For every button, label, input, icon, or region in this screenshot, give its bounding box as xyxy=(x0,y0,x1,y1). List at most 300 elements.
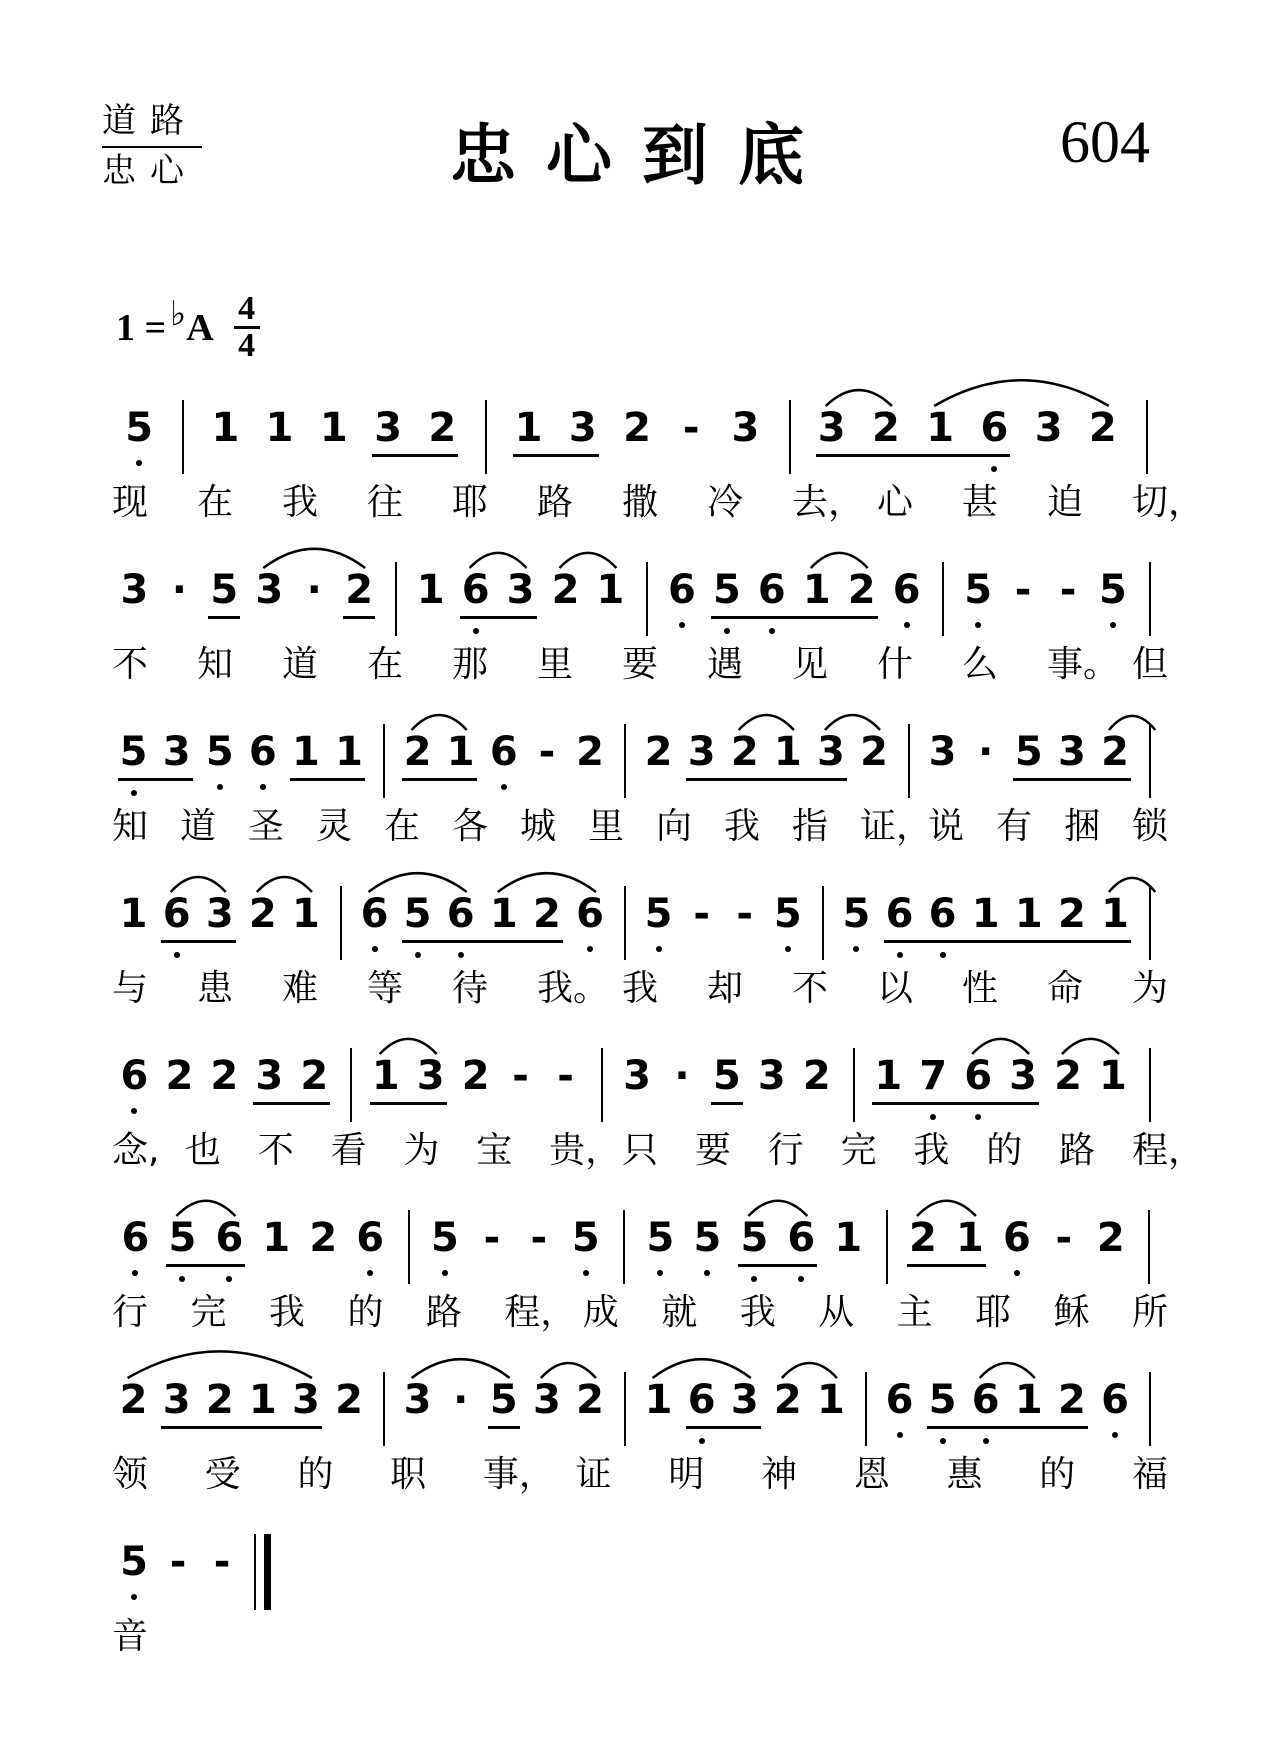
lyric-syllable: 在 xyxy=(367,644,404,685)
lyric-syllable: 稣 xyxy=(1053,1292,1090,1333)
note-3-2: 3 xyxy=(205,891,234,937)
note-2-23: 3 xyxy=(1057,729,1086,775)
note-0-11: - xyxy=(682,405,700,451)
beam-underline xyxy=(253,1102,330,1105)
lyric-syllable: 现 xyxy=(112,482,149,523)
octave-dot xyxy=(657,1270,663,1276)
slur-arc xyxy=(257,877,312,892)
lyric-syllable: 主 xyxy=(896,1292,933,1333)
lyric-syllable: 里 xyxy=(588,806,625,847)
note-4-8: 2 xyxy=(461,1053,490,1099)
note-4-15: 3 xyxy=(757,1053,786,1099)
lyric-syllable: 我 xyxy=(622,968,659,1009)
lyric-syllable: 证， xyxy=(860,806,933,847)
lyric-syllable: 指 xyxy=(792,806,829,847)
lyric-syllable: 神 xyxy=(761,1454,798,1495)
beam-underline xyxy=(372,454,458,457)
note-2-10: - xyxy=(538,729,556,775)
octave-dot xyxy=(983,1438,989,1444)
note-1-8: 6 xyxy=(458,568,494,612)
lyric-syllable: 却 xyxy=(707,968,744,1009)
beam-underline xyxy=(402,940,563,943)
note-6-22: 1 xyxy=(1014,1377,1043,1423)
slur-arc xyxy=(369,873,467,892)
slur-arc xyxy=(917,1201,976,1216)
lyric-syllable: 念, xyxy=(112,1130,160,1171)
note-6-8: · xyxy=(453,1377,469,1423)
note-1-3: 3 xyxy=(255,567,284,613)
lyric-syllable: 不 xyxy=(792,968,829,1009)
note-5-4: 2 xyxy=(309,1215,338,1261)
slur-layer xyxy=(112,1008,1172,1068)
beam-underline xyxy=(738,1264,817,1267)
note-6-13: 1 xyxy=(644,1377,673,1423)
note-3-21: 1 xyxy=(971,891,1000,937)
note-5-10: 5 xyxy=(568,1216,604,1260)
lyric-syllable: 我 xyxy=(913,1130,950,1171)
lyric-syllable: 福 xyxy=(1132,1454,1169,1495)
note-1-17: 2 xyxy=(847,567,876,613)
beam-underline xyxy=(1013,778,1131,781)
lyric-syllable: 受 xyxy=(204,1454,241,1495)
note-6-0: 2 xyxy=(119,1377,148,1423)
octave-dot xyxy=(473,628,479,634)
lyric-syllable: 恩 xyxy=(853,1454,890,1495)
note-6-21: 6 xyxy=(968,1378,1004,1422)
note-0-16: 1 xyxy=(926,405,955,451)
slur-arc xyxy=(498,873,596,892)
note-6-2: 2 xyxy=(205,1377,234,1423)
octave-dot xyxy=(415,952,421,958)
note-0-14: 3 xyxy=(817,405,846,451)
note-2-21: · xyxy=(978,729,994,775)
note-1-4: · xyxy=(306,567,322,613)
lyric-syllable: 迫 xyxy=(1047,482,1084,523)
staff-line xyxy=(112,886,1172,962)
note-2-17: 3 xyxy=(817,729,845,775)
note-6-17: 1 xyxy=(817,1377,845,1423)
beam-underline xyxy=(884,940,1131,943)
octave-dot xyxy=(1112,1432,1118,1438)
slur-arc xyxy=(980,1363,1035,1378)
octave-dot xyxy=(975,622,981,628)
time-numerator: 4 xyxy=(238,290,256,327)
lyric-syllable: 我 xyxy=(739,1292,776,1333)
note-4-2: 2 xyxy=(210,1053,239,1099)
staff-line xyxy=(112,1210,1172,1286)
note-3-13: 5 xyxy=(641,892,677,936)
note-4-18: 1 xyxy=(874,1053,903,1099)
beam-underline xyxy=(816,454,1011,457)
slur-arc xyxy=(412,1359,510,1378)
note-5-20: 6 xyxy=(999,1216,1035,1260)
octave-dot xyxy=(769,628,775,634)
key-prefix: 1 = xyxy=(116,306,167,349)
lyric-syllable: 但 xyxy=(1132,644,1169,685)
note-4-0: 6 xyxy=(116,1054,152,1098)
slur-layer xyxy=(112,360,1172,420)
key-signature xyxy=(116,292,260,363)
slur-layer xyxy=(112,1494,1172,1554)
notation-system xyxy=(112,1534,1172,1684)
lyric-syllable: 去， xyxy=(792,482,865,523)
lyric-syllable: 领 xyxy=(112,1454,149,1495)
note-2-18: 2 xyxy=(860,729,888,775)
lyric-syllable: 要 xyxy=(622,644,659,685)
hymn-title: 忠心到底 xyxy=(450,117,834,194)
lyric-syllable: 程， xyxy=(504,1292,577,1333)
octave-dot xyxy=(897,1432,903,1438)
note-4-13: · xyxy=(674,1053,690,1099)
slur-arc xyxy=(934,380,1109,406)
note-6-3: 1 xyxy=(248,1377,277,1423)
note-6-7: 3 xyxy=(403,1377,432,1423)
lyric-syllable: 捆 xyxy=(1064,806,1101,847)
octave-dot xyxy=(699,1438,705,1444)
octave-dot xyxy=(131,1108,137,1114)
octave-dot xyxy=(940,952,946,958)
note-2-1: 3 xyxy=(162,729,191,775)
lyric-syllable: 待 xyxy=(452,968,489,1009)
lyric-syllable: 的 xyxy=(297,1454,334,1495)
category-label xyxy=(102,98,202,194)
slur-layer xyxy=(112,522,1172,582)
note-2-3: 6 xyxy=(245,730,281,774)
octave-dot xyxy=(226,1276,232,1282)
note-2-2: 5 xyxy=(202,730,238,774)
lyric-syllable: 遇 xyxy=(707,644,744,685)
lyric-syllable: 也 xyxy=(184,1130,221,1171)
note-4-4: 2 xyxy=(300,1053,329,1099)
beam-underline xyxy=(686,1426,761,1429)
octave-dot xyxy=(587,946,593,952)
lyric-syllable: 耶 xyxy=(452,482,489,523)
note-2-7: 2 xyxy=(403,729,432,775)
note-5-19: 1 xyxy=(956,1215,984,1261)
beam-underline xyxy=(927,1426,1088,1429)
note-5-5: 6 xyxy=(352,1216,388,1260)
note-3-16: 5 xyxy=(770,892,806,936)
octave-dot xyxy=(798,1276,804,1282)
lyric-syllable: 在 xyxy=(197,482,234,523)
note-5-2: 6 xyxy=(211,1216,247,1260)
time-denominator: 4 xyxy=(238,327,256,364)
note-4-6: 1 xyxy=(371,1053,400,1099)
slur-arc xyxy=(972,1039,1029,1054)
note-3-8: 6 xyxy=(443,892,479,936)
note-3-1: 6 xyxy=(159,892,195,936)
note-1-5: 2 xyxy=(345,567,374,613)
octave-dot xyxy=(131,790,137,796)
slur-layer xyxy=(112,846,1172,906)
beam-underline xyxy=(166,1264,245,1267)
note-4-19: 7 xyxy=(915,1054,951,1098)
lyric-syllable: 知 xyxy=(112,806,149,847)
note-3-23: 2 xyxy=(1057,891,1086,937)
note-2-22: 5 xyxy=(1014,729,1043,775)
lyric-syllable: 切， xyxy=(1132,482,1205,523)
staff-line xyxy=(112,1372,1172,1448)
slur-layer xyxy=(112,1170,1172,1230)
note-3-24: 1 xyxy=(1101,891,1129,937)
lyric-syllable: 就 xyxy=(661,1292,698,1333)
note-5-13: 5 xyxy=(689,1216,725,1260)
note-0-2: 1 xyxy=(211,405,240,451)
lyric-syllable: 不 xyxy=(257,1130,294,1171)
lyric-syllable: 患 xyxy=(197,968,234,1009)
note-0-9: 3 xyxy=(568,405,597,451)
note-5-14: 5 xyxy=(736,1216,772,1260)
octave-dot xyxy=(679,622,685,628)
note-0-10: 2 xyxy=(623,405,651,451)
note-6-9: 5 xyxy=(489,1377,518,1423)
note-6-1: 3 xyxy=(162,1377,191,1423)
beam-underline xyxy=(161,940,236,943)
note-6-19: 6 xyxy=(882,1378,918,1422)
note-4-14: 5 xyxy=(712,1053,741,1099)
note-3-15: - xyxy=(736,891,754,937)
note-0-15: 2 xyxy=(872,405,900,451)
beam-underline xyxy=(686,778,847,781)
octave-dot xyxy=(217,784,223,790)
slur-arc xyxy=(541,1363,596,1378)
note-2-0: 5 xyxy=(116,730,152,774)
note-4-22: 2 xyxy=(1054,1053,1082,1099)
octave-dot xyxy=(367,1270,373,1276)
note-1-10: 2 xyxy=(551,567,580,613)
lyrics-line xyxy=(112,1614,1172,1664)
note-6-24: 6 xyxy=(1097,1378,1133,1422)
slur-arc xyxy=(782,1363,837,1378)
note-5-16: 1 xyxy=(834,1215,863,1261)
lyric-syllable: 我 xyxy=(724,806,761,847)
beam-underline xyxy=(711,616,878,619)
note-6-4: 3 xyxy=(292,1377,320,1423)
slur-arc xyxy=(380,1039,437,1054)
octave-dot xyxy=(174,952,180,958)
note-5-18: 2 xyxy=(909,1215,937,1261)
note-4-12: 3 xyxy=(623,1053,651,1099)
octave-dot xyxy=(372,946,378,952)
note-5-21: - xyxy=(1055,1215,1073,1261)
note-1-0: 3 xyxy=(120,567,149,613)
note-7-2: - xyxy=(213,1539,231,1585)
lyric-syllable: 么 xyxy=(962,644,999,685)
lyric-syllable: 等 xyxy=(367,968,404,1009)
lyric-syllable: 路 xyxy=(425,1292,462,1333)
note-3-0: 1 xyxy=(119,891,148,937)
note-6-11: 2 xyxy=(576,1377,604,1423)
beam-underline xyxy=(370,1102,447,1105)
note-5-1: 5 xyxy=(164,1216,200,1260)
note-0-12: 3 xyxy=(731,405,760,451)
flat-sign: ♭ xyxy=(170,295,187,333)
octave-dot xyxy=(656,946,662,952)
lyric-syllable: 的 xyxy=(986,1130,1023,1171)
lyric-syllable: 性 xyxy=(962,968,999,1009)
note-3-18: 5 xyxy=(838,892,874,936)
beam-underline xyxy=(290,778,365,781)
slur-arc xyxy=(176,1201,235,1216)
slur-arc xyxy=(739,715,794,730)
lyric-syllable: 事。 xyxy=(1047,644,1120,685)
category-secondary: 忠心 xyxy=(102,151,198,191)
lyric-syllable: 命 xyxy=(1047,968,1084,1009)
slur-arc xyxy=(653,1359,751,1378)
octave-dot xyxy=(930,1114,936,1120)
note-4-21: 3 xyxy=(1009,1053,1037,1099)
slur-arc xyxy=(1062,1039,1119,1054)
slur-layer xyxy=(112,684,1172,744)
note-6-5: 2 xyxy=(335,1377,363,1423)
octave-dot xyxy=(501,784,507,790)
note-0-8: 1 xyxy=(514,405,543,451)
lyric-syllable: 有 xyxy=(996,806,1033,847)
category-primary: 道路 xyxy=(102,98,202,148)
slur-arc xyxy=(1109,716,1155,730)
note-4-1: 2 xyxy=(165,1053,194,1099)
octave-dot xyxy=(260,784,266,790)
note-3-10: 2 xyxy=(532,891,561,937)
note-4-10: - xyxy=(557,1053,574,1099)
note-1-1: · xyxy=(171,567,187,613)
note-4-7: 3 xyxy=(416,1053,445,1099)
lyric-syllable: 甚 xyxy=(962,482,999,523)
note-0-4: 1 xyxy=(319,405,348,451)
note-1-21: - xyxy=(1014,567,1032,613)
note-2-4: 1 xyxy=(292,729,320,775)
beam-underline xyxy=(907,1264,986,1267)
staff-line xyxy=(112,1534,1172,1610)
octave-dot xyxy=(704,1270,710,1276)
note-4-9: - xyxy=(512,1053,529,1099)
lyric-syllable: 道 xyxy=(180,806,217,847)
note-5-12: 5 xyxy=(642,1216,678,1260)
lyric-syllable: 只 xyxy=(622,1130,659,1171)
note-1-15: 6 xyxy=(754,568,790,612)
note-0-6: 2 xyxy=(428,405,457,451)
note-3-7: 5 xyxy=(400,892,436,936)
note-3-4: 1 xyxy=(292,891,320,937)
lyric-syllable: 程， xyxy=(1132,1130,1205,1171)
octave-dot xyxy=(179,1276,185,1282)
lyric-syllable: 完 xyxy=(190,1292,227,1333)
octave-dot xyxy=(132,1270,138,1276)
lyric-syllable: 在 xyxy=(384,806,421,847)
note-3-19: 6 xyxy=(882,892,918,936)
note-2-20: 3 xyxy=(928,729,957,775)
lyric-syllable: 的 xyxy=(1039,1454,1076,1495)
note-2-14: 3 xyxy=(687,729,716,775)
octave-dot xyxy=(785,946,791,952)
note-0-17: 6 xyxy=(976,406,1012,450)
octave-dot xyxy=(991,466,997,472)
lyric-syllable: 不 xyxy=(112,644,149,685)
lyric-syllable: 完 xyxy=(840,1130,877,1171)
note-4-23: 1 xyxy=(1099,1053,1127,1099)
slur-arc xyxy=(826,390,892,406)
note-3-14: - xyxy=(693,891,710,937)
note-0-5: 3 xyxy=(374,405,402,451)
note-2-8: 1 xyxy=(446,729,475,775)
note-3-11: 6 xyxy=(572,892,608,936)
lyric-syllable: 宝 xyxy=(476,1130,513,1171)
beam-underline xyxy=(711,1102,743,1105)
lyric-syllable: 我。 xyxy=(537,968,610,1009)
beam-underline xyxy=(488,1426,520,1429)
lyric-syllable: 难 xyxy=(282,968,319,1009)
note-5-8: - xyxy=(483,1215,501,1261)
lyric-syllable: 行 xyxy=(112,1292,149,1333)
note-2-9: 6 xyxy=(486,730,522,774)
staff-line xyxy=(112,724,1172,800)
lyric-syllable: 道 xyxy=(282,644,319,685)
lyric-syllable: 从 xyxy=(818,1292,855,1333)
beam-underline xyxy=(208,616,240,619)
note-0-3: 1 xyxy=(265,405,294,451)
lyric-syllable: 事， xyxy=(482,1454,555,1495)
slur-arc xyxy=(560,553,617,568)
octave-dot xyxy=(724,628,730,634)
note-0-19: 2 xyxy=(1088,405,1117,451)
lyric-syllable: 为 xyxy=(1132,968,1169,1009)
lyric-syllable: 惠 xyxy=(946,1454,983,1495)
note-5-9: - xyxy=(530,1215,548,1261)
lyric-syllable: 见 xyxy=(792,644,829,685)
note-1-7: 1 xyxy=(416,567,445,613)
lyric-syllable: 城 xyxy=(520,806,557,847)
slur-arc xyxy=(171,877,226,892)
lyric-syllable: 撒 xyxy=(622,482,659,523)
octave-dot xyxy=(1014,1270,1020,1276)
lyric-syllable: 以 xyxy=(877,968,914,1009)
lyric-syllable: 音 xyxy=(112,1616,149,1657)
octave-dot xyxy=(940,1438,946,1444)
lyric-syllable: 说 xyxy=(928,806,965,847)
note-6-16: 2 xyxy=(773,1377,802,1423)
note-1-16: 1 xyxy=(802,567,831,613)
lyric-syllable: 锁 xyxy=(1132,806,1169,847)
lyric-syllable: 我 xyxy=(268,1292,305,1333)
note-1-14: 5 xyxy=(709,568,745,612)
slur-layer xyxy=(112,1332,1172,1392)
octave-dot xyxy=(583,1270,589,1276)
note-2-15: 2 xyxy=(730,729,759,775)
note-6-15: 3 xyxy=(730,1377,759,1423)
note-4-3: 3 xyxy=(255,1053,284,1099)
lyric-syllable: 看 xyxy=(330,1130,367,1171)
lyric-syllable: 所 xyxy=(1132,1292,1169,1333)
lyric-syllable: 各 xyxy=(452,806,489,847)
beam-underline xyxy=(161,1426,322,1429)
note-4-20: 6 xyxy=(960,1054,996,1098)
note-7-0: 5 xyxy=(116,1540,152,1584)
note-3-22: 1 xyxy=(1014,891,1043,937)
slur-arc xyxy=(128,1351,312,1378)
lyric-syllable: 的 xyxy=(347,1292,384,1333)
note-0-0: 5 xyxy=(121,406,157,450)
note-6-14: 6 xyxy=(684,1378,720,1422)
lyric-syllable: 灵 xyxy=(316,806,353,847)
lyric-syllable: 明 xyxy=(668,1454,705,1495)
lyric-syllable: 路 xyxy=(1059,1130,1096,1171)
lyric-syllable: 耶 xyxy=(975,1292,1012,1333)
note-1-13: 6 xyxy=(664,568,700,612)
time-signature xyxy=(234,292,260,363)
note-1-11: 1 xyxy=(596,567,625,613)
note-1-22: - xyxy=(1059,567,1077,613)
slur-arc xyxy=(825,715,880,730)
